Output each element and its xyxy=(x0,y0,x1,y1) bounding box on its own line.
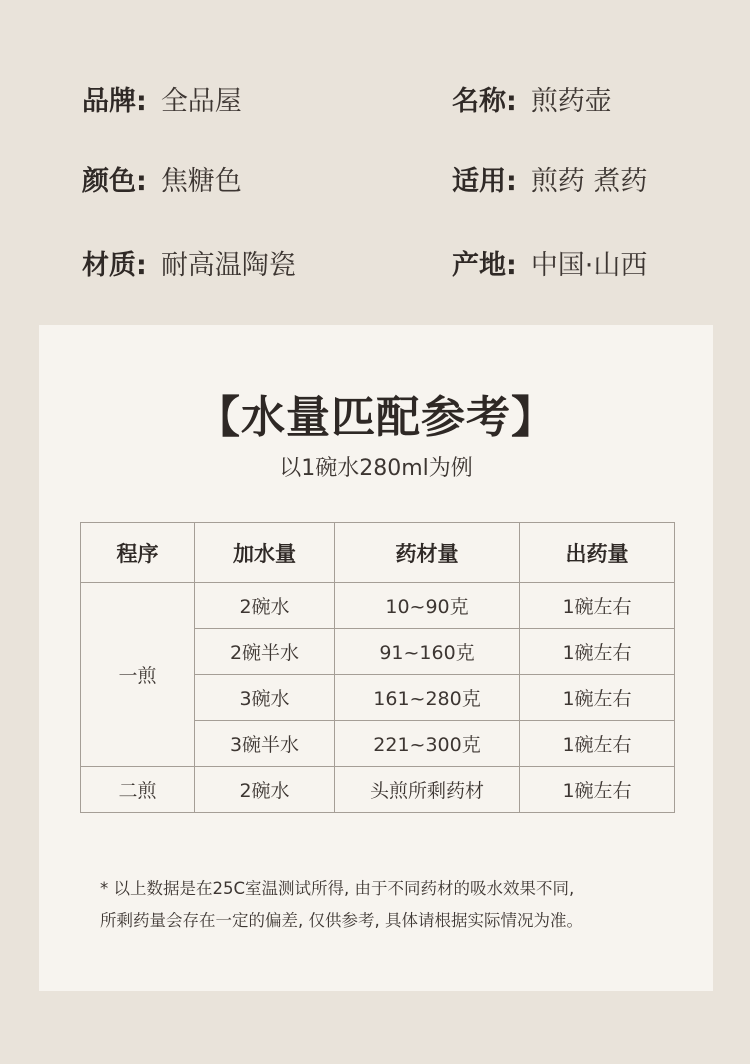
water-cell: 2碗半水 xyxy=(195,629,335,675)
output-cell: 1碗左右 xyxy=(520,629,675,675)
spec-value: 耐高温陶瓷 xyxy=(160,250,296,281)
spec-color xyxy=(82,152,242,212)
header-cell-output: 出药量 xyxy=(520,523,675,583)
header-cell-herbs: 药材量 xyxy=(335,523,520,583)
spec-row-brand-name xyxy=(0,72,750,132)
panel-title: 【水量匹配参考】 xyxy=(196,392,556,443)
spec-value: 焦糖色 xyxy=(160,166,242,197)
output-cell: 1碗左右 xyxy=(520,767,675,813)
table-header-row xyxy=(81,523,675,583)
spec-name xyxy=(452,72,612,132)
footnote xyxy=(100,873,700,937)
spec-label: 颜色: xyxy=(82,166,147,197)
output-cell: 1碗左右 xyxy=(520,721,675,767)
header-cell-water: 加水量 xyxy=(195,523,335,583)
herbs-cell: 161~280克 xyxy=(335,675,520,721)
spec-label: 品牌: xyxy=(82,86,147,117)
header-cell-stage: 程序 xyxy=(81,523,195,583)
stage-cell: 二煎 xyxy=(81,767,195,813)
footnote-line: 所剩药量会存在一定的偏差, 仅供参考, 具体请根据实际情况为准。 xyxy=(100,911,583,930)
water-reference-table xyxy=(80,522,675,813)
water-cell: 3碗半水 xyxy=(195,721,335,767)
spec-row-color-usage xyxy=(0,152,750,212)
spec-material xyxy=(82,236,296,296)
water-cell: 2碗水 xyxy=(195,767,335,813)
herbs-cell: 10~90克 xyxy=(335,583,520,629)
spec-brand xyxy=(82,72,242,132)
herbs-cell: 91~160克 xyxy=(335,629,520,675)
panel-subtitle: 以1碗水280ml为例 xyxy=(279,456,473,481)
output-cell: 1碗左右 xyxy=(520,583,675,629)
spec-label: 产地: xyxy=(452,250,517,281)
spec-value: 全品屋 xyxy=(160,86,242,117)
output-cell: 1碗左右 xyxy=(520,675,675,721)
herbs-cell: 221~300克 xyxy=(335,721,520,767)
spec-origin xyxy=(452,236,647,296)
spec-label: 名称: xyxy=(452,86,517,117)
spec-row-material-origin xyxy=(0,236,750,296)
footnote-line: * 以上数据是在25C室温测试所得, 由于不同药材的吸水效果不同, xyxy=(100,879,575,898)
table-row xyxy=(81,583,675,629)
herbs-cell: 头煎所剩药材 xyxy=(335,767,520,813)
spec-label: 材质: xyxy=(82,250,147,281)
stage-cell: 一煎 xyxy=(81,583,195,767)
spec-value: 中国·山西 xyxy=(530,250,648,281)
spec-value: 煎药 煮药 xyxy=(530,166,648,197)
table-row xyxy=(81,767,675,813)
spec-label: 适用: xyxy=(452,166,517,197)
spec-value: 煎药壶 xyxy=(530,86,612,117)
water-cell: 3碗水 xyxy=(195,675,335,721)
spec-usage xyxy=(452,152,647,212)
water-reference-panel xyxy=(39,325,713,991)
water-cell: 2碗水 xyxy=(195,583,335,629)
